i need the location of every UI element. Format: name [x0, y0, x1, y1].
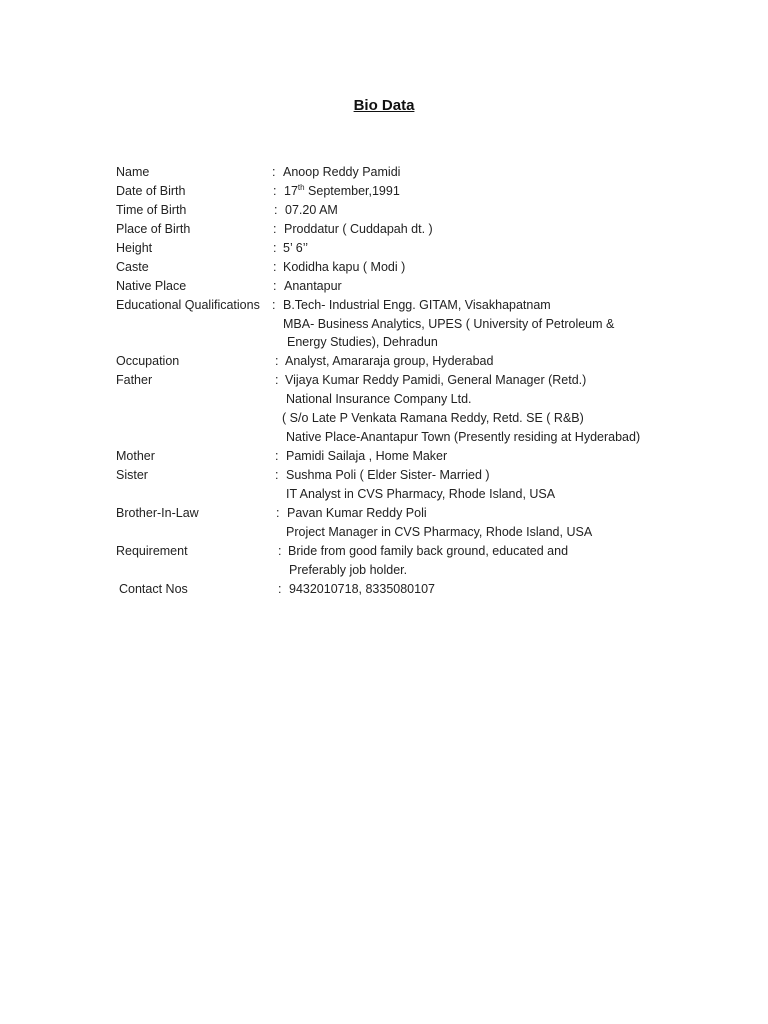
value-height: 5’ 6’’	[283, 241, 309, 255]
value-name: Anoop Reddy Pamidi	[283, 165, 401, 179]
value-mother: Pamidi Sailaja , Home Maker	[286, 449, 448, 463]
value-brother-in-law-line: Pavan Kumar Reddy Poli	[287, 506, 427, 520]
label-native-place: Native Place	[116, 279, 187, 293]
value-caste: Kodidha kapu ( Modi )	[283, 260, 406, 274]
value-father-line: Native Place-Anantapur Town (Presently residing at Hyderabad)	[286, 430, 641, 444]
value-father-line: National Insurance Company Ltd.	[286, 392, 472, 406]
separator: :	[274, 203, 278, 217]
label-caste: Caste	[116, 260, 149, 274]
label-tob: Time of Birth	[116, 203, 187, 217]
value-requirement-line: Preferably job holder.	[289, 563, 408, 577]
value-education-line: MBA- Business Analytics, UPES ( University of Petroleum &	[283, 317, 615, 331]
label-height: Height	[116, 241, 153, 255]
value-contact: 9432010718, 8335080107	[289, 582, 435, 596]
separator: :	[273, 279, 277, 293]
value-sister-line: IT Analyst in CVS Pharmacy, Rhode Island, USA	[286, 487, 556, 501]
value-tob: 07.20 AM	[285, 203, 338, 217]
label-education: Educational Qualifications	[116, 298, 260, 312]
value-education-line: B.Tech- Industrial Engg. GITAM, Visakhapatnam	[283, 298, 551, 312]
value-father-line: ( S/o Late P Venkata Ramana Reddy, Retd. SE ( R&B)	[282, 411, 584, 425]
dob-suffix: th	[297, 182, 305, 192]
separator: :	[275, 354, 279, 368]
document-title: Bio Data	[353, 97, 415, 114]
label-name: Name	[116, 165, 150, 179]
value-native-place: Anantapur	[284, 279, 342, 293]
value-occupation: Analyst, Amararaja group, Hyderabad	[285, 354, 494, 368]
separator: :	[276, 506, 280, 520]
label-contact: Contact Nos	[119, 582, 188, 596]
separator: :	[272, 298, 276, 312]
dob-rest: September,1991	[304, 184, 400, 198]
label-mother: Mother	[116, 449, 155, 463]
value-education-line: Energy Studies), Dehradun	[287, 335, 438, 349]
label-dob: Date of Birth	[116, 184, 186, 198]
label-occupation: Occupation	[116, 354, 180, 368]
separator: :	[273, 184, 277, 198]
value-sister-line: Sushma Poli ( Elder Sister- Married )	[286, 468, 490, 482]
separator: :	[275, 449, 279, 463]
value-father-line: Vijaya Kumar Reddy Pamidi, General Manager (Retd.)	[285, 373, 587, 387]
label-requirement: Requirement	[116, 544, 188, 558]
separator: :	[273, 241, 277, 255]
value-pob: Proddatur ( Cuddapah dt. )	[284, 222, 433, 236]
value-dob	[284, 184, 400, 199]
separator: :	[272, 165, 276, 179]
dob-day: 17	[284, 184, 298, 198]
separator: :	[273, 222, 277, 236]
separator: :	[275, 468, 279, 482]
value-requirement-line: Bride from good family back ground, educated and	[288, 544, 569, 558]
separator: :	[278, 544, 282, 558]
label-sister: Sister	[116, 468, 148, 482]
separator: :	[273, 260, 277, 274]
label-brother-in-law: Brother-In-Law	[116, 506, 199, 520]
label-pob: Place of Birth	[116, 222, 191, 236]
value-brother-in-law-line: Project Manager in CVS Pharmacy, Rhode Island, USA	[286, 525, 593, 539]
label-father: Father	[116, 373, 153, 387]
separator: :	[275, 373, 279, 387]
separator: :	[278, 582, 282, 596]
